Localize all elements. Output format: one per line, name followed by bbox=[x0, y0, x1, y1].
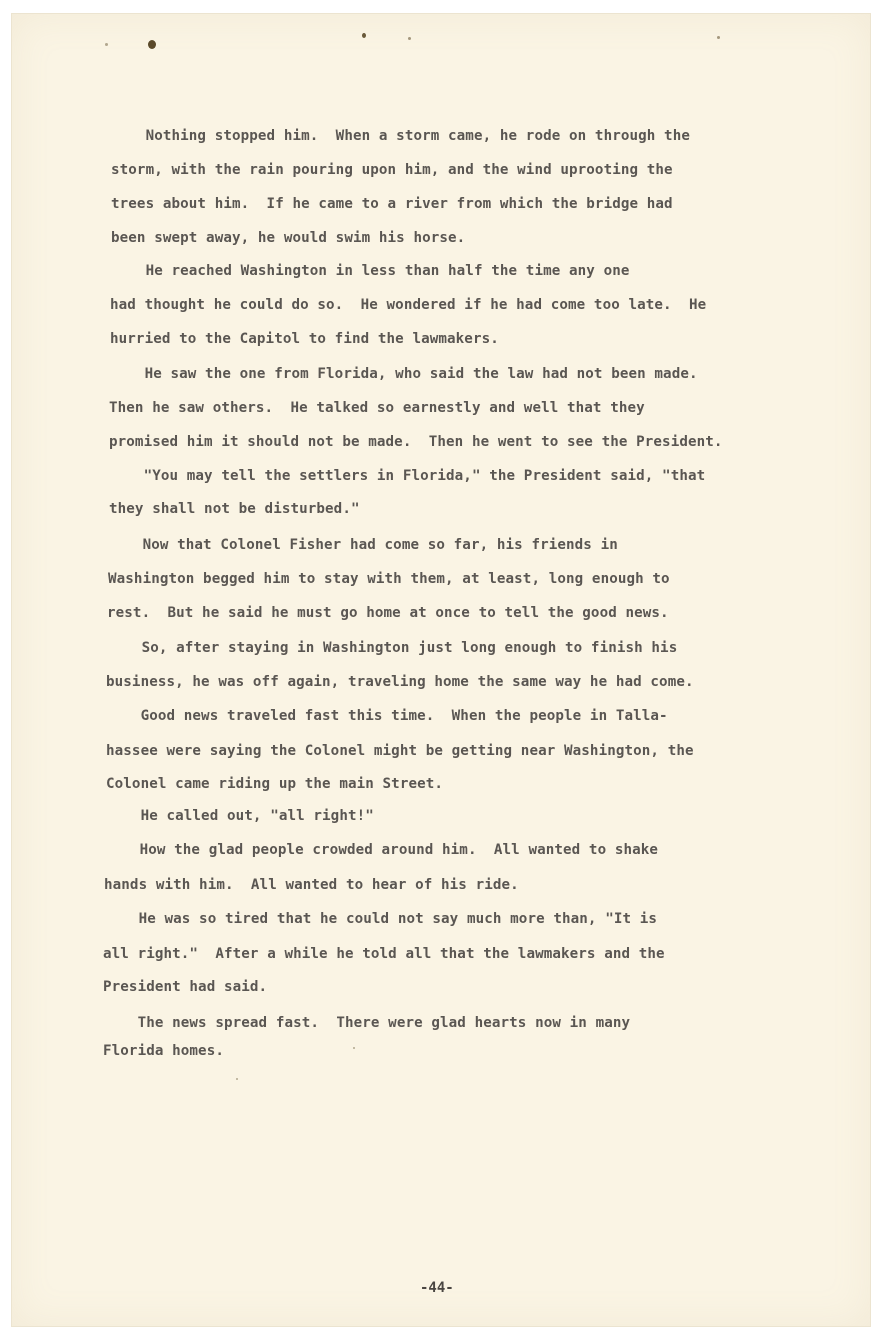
text-line: "You may tell the settlers in Florida," the President said, "that bbox=[109, 468, 706, 484]
text-line: had thought he could do so. He wondered if he had come too late. He bbox=[110, 297, 707, 313]
text-line: Florida homes. bbox=[103, 1043, 224, 1059]
text-line: Good news traveled fast this time. When the people in Talla- bbox=[106, 708, 668, 724]
text-line: Colonel came riding up the main Street. bbox=[106, 776, 444, 792]
text-line: they shall not be disturbed." bbox=[109, 501, 360, 517]
paper-speck bbox=[353, 1047, 355, 1049]
text-line: The news spread fast. There were glad hearts now in many bbox=[103, 1015, 631, 1031]
paper-speck bbox=[362, 33, 366, 38]
text-line: He called out, "all right!" bbox=[106, 808, 374, 824]
text-line: storm, with the rain pouring upon him, and the wind uprooting the bbox=[111, 162, 673, 178]
text-line: President had said. bbox=[103, 979, 268, 995]
text-line: Then he saw others. He talked so earnestly and well that they bbox=[109, 400, 645, 416]
text-line: Nothing stopped him. When a storm came, he rode on through the bbox=[111, 128, 690, 144]
text-line: How the glad people crowded around him. All wanted to shake bbox=[105, 842, 659, 858]
binder-hole-mark bbox=[148, 40, 156, 49]
text-line: hassee were saying the Colonel might be getting near Washington, the bbox=[106, 743, 694, 759]
text-line: trees about him. If he came to a river from which the bridge had bbox=[111, 196, 673, 212]
paper-speck bbox=[105, 43, 108, 46]
text-line: business, he was off again, traveling home the same way he had come. bbox=[106, 674, 694, 690]
text-line: been swept away, he would swim his horse. bbox=[111, 230, 466, 246]
text-line: He was so tired that he could not say much more than, "It is bbox=[104, 911, 658, 927]
text-line: So, after staying in Washington just long enough to finish his bbox=[107, 640, 678, 656]
text-line: all right." After a while he told all that the lawmakers and the bbox=[103, 946, 665, 962]
text-line: He reached Washington in less than half the time any one bbox=[111, 263, 630, 279]
page-number: -44- bbox=[420, 1280, 454, 1296]
text-line: Washington begged him to stay with them, at least, long enough to bbox=[108, 571, 670, 587]
text-line: hands with him. All wanted to hear of his ride. bbox=[104, 877, 519, 893]
text-line: He saw the one from Florida, who said the law had not been made. bbox=[110, 366, 698, 382]
text-line: hurried to the Capitol to find the lawmakers. bbox=[110, 331, 499, 347]
paper-speck bbox=[236, 1078, 238, 1080]
text-line: Now that Colonel Fisher had come so far, his friends in bbox=[108, 537, 618, 553]
text-line: promised him it should not be made. Then he went to see the President. bbox=[109, 434, 723, 450]
text-line: rest. But he said he must go home at once to tell the good news. bbox=[107, 605, 669, 621]
paper-speck bbox=[408, 37, 411, 40]
paper-speck bbox=[717, 36, 720, 39]
